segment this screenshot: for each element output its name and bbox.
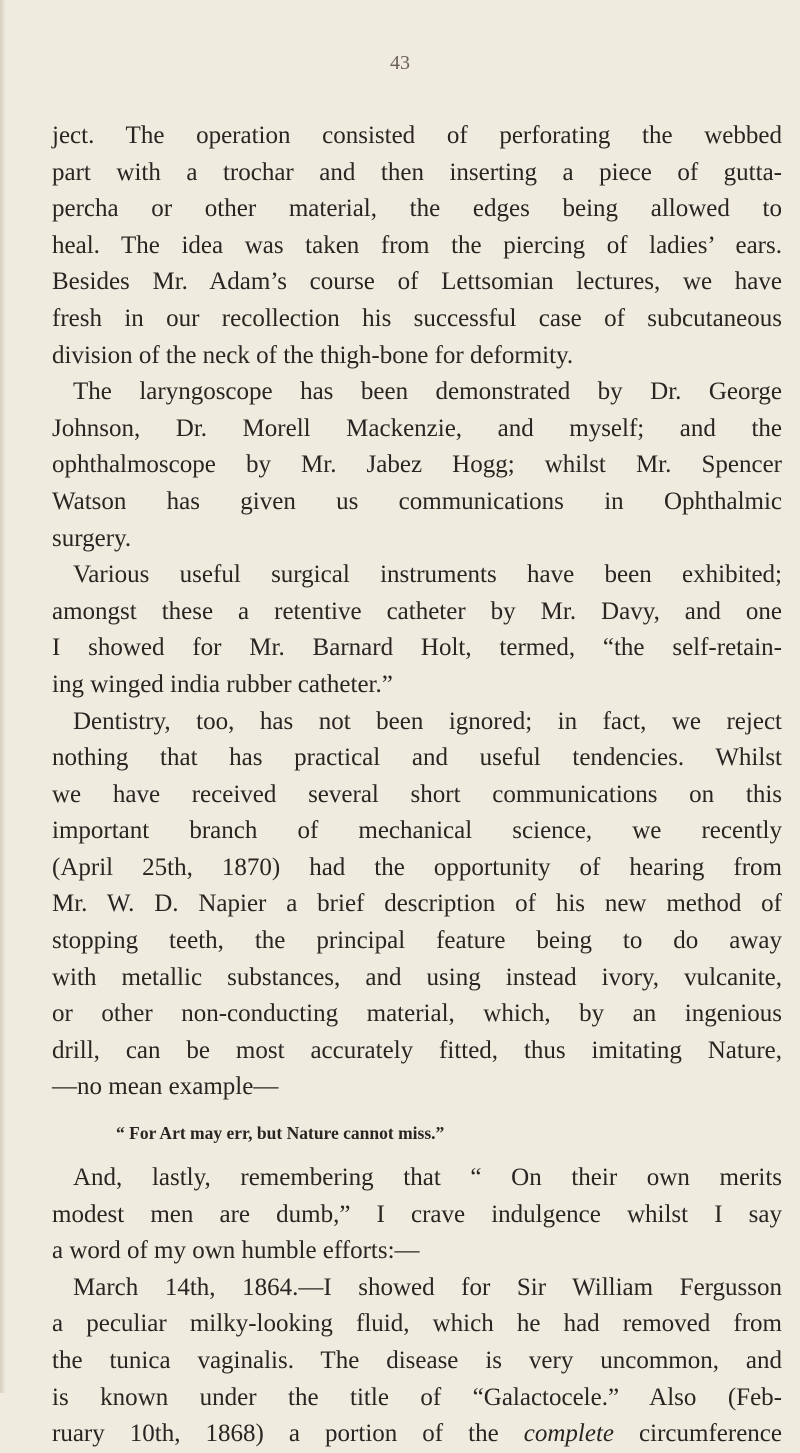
text-line: division of the neck of the thigh-bone for deformity. — [52, 341, 574, 369]
text-line: drill, can be most accurately fitted, thus imitating Nature, — [52, 1036, 782, 1064]
body-text — [52, 118, 782, 1453]
text-line: the tunica vaginalis. The disease is very uncommon, and — [52, 1347, 782, 1374]
text-line: fresh in our recollection his successful case of subcutaneous — [52, 304, 782, 332]
text-line: important branch of mechanical science, we recently — [52, 817, 782, 845]
emphasized-word: complete — [523, 1420, 614, 1448]
text-line: ruary 10th, 1868) a portion of the complete circumference — [52, 1420, 782, 1448]
text-line: ophthalmoscope by Mr. Jabez Hogg; whilst Mr. Spencer — [52, 451, 782, 479]
text-line: part with a trochar and then inserting a piece of gutta- — [52, 158, 782, 186]
text-line: or other non-conducting material, which, by an ingenious — [52, 1000, 782, 1028]
page-edge-shadow — [0, 0, 6, 1393]
text-line: —no mean example— — [52, 1073, 279, 1101]
text-line: modest men are dumb,” I crave indulgence whilst I say — [52, 1200, 782, 1228]
text-line: nothing that has practical and useful tendencies. Whilst — [52, 744, 782, 772]
text-line: a peculiar milky-looking fluid, which he had removed from — [52, 1310, 782, 1338]
text-line: March 14th, 1864.—I showed for Sir William Fergusson — [73, 1273, 782, 1301]
text-line: ject. The operation consisted of perforating the webbed — [52, 122, 782, 149]
text-line: stopping teeth, the principal feature being to do away — [52, 927, 782, 955]
text-line: with metallic substances, and using instead ivory, vulcanite, — [52, 963, 782, 991]
text-line: Watson has given us communications in Ophthalmic — [52, 487, 782, 515]
text-line: Besides Mr. Adam’s course of Lettsomian lectures, we have — [52, 268, 782, 296]
text-line: (April 25th, 1870) had the opportunity of hearing from — [52, 853, 782, 881]
text-line: Dentistry, too, has not been ignored; in fact, we reject — [73, 707, 782, 735]
quotation-line: “ For Art may err, but Nature cannot miss.” — [116, 1123, 445, 1144]
text-line: Johnson, Dr. Morell Mackenzie, and myself; and the — [52, 414, 782, 442]
text-line: Mr. W. D. Napier a brief description of his new method of — [52, 890, 782, 918]
page-number: 43 — [390, 52, 410, 74]
text-line: heal. The idea was taken from the piercing of ladies’ ears. — [52, 231, 782, 259]
text-line: amongst these a retentive catheter by Mr. Davy, and one — [52, 597, 782, 625]
text-line: The laryngoscope has been demonstrated by Dr. George — [73, 378, 782, 406]
text-line: a word of my own humble efforts:— — [52, 1237, 420, 1265]
text-line: percha or other material, the edges being allowed to — [52, 195, 782, 223]
text-line: And, lastly, remembering that “ On their own merits — [73, 1164, 782, 1192]
text-line: I showed for Mr. Barnard Holt, termed, “the self-retain- — [52, 634, 782, 662]
text-line: Various useful surgical instruments have been exhibited; — [73, 561, 782, 589]
text-line: ing winged india rubber catheter.” — [52, 670, 393, 698]
text-line: surgery. — [52, 524, 132, 552]
text-line: we have received several short communications on this — [52, 780, 782, 808]
text-line: is known under the title of “Galactocele.” Also (Feb- — [52, 1383, 782, 1411]
